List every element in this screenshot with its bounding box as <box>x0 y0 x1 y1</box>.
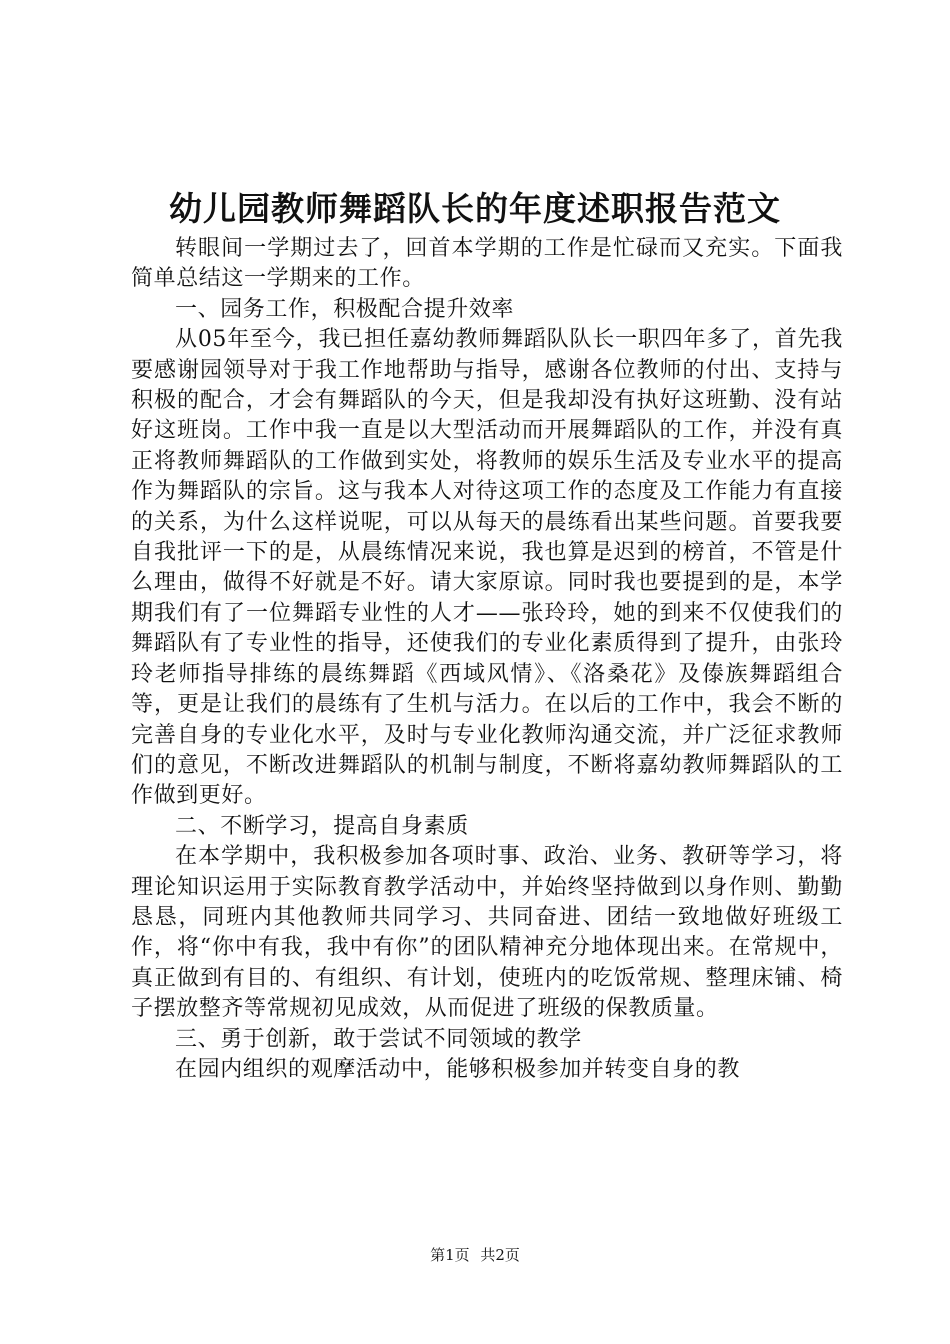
page-footer <box>0 1244 950 1266</box>
section-heading-3: 三、勇于创新，敢于尝试不同领域的教学 <box>175 1026 582 1052</box>
section-2-paragraph: 在本学期中，我积极参加各项时事、政治、业务、教研等学习，将理论知识运用于实际教育教学活动中，并始终坚持做到以身作则、勤勤恳恳，同班内其他教师共同学习、共同奋进、团结一致地做好班级工作，将“你中有我，我中有你”的团队精神充分地体现出来。在常规中，真正做到有目的、有组织、有计划，使班内的吃饭常规、整理床铺、椅子摆放整齐等常规初见成效，从而促进了班级的保教质量。 <box>131 844 843 1022</box>
page-number: 第1页 <box>430 1246 470 1264</box>
section-3-paragraph: 在园内组织的观摩活动中，能够积极参加并转变自身的教 <box>175 1056 741 1082</box>
intro-paragraph: 转眼间一学期过去了，回首本学期的工作是忙碌而又充实。下面我简单总结这一学期来的工作。 <box>131 236 843 292</box>
document-body <box>131 234 843 1085</box>
section-1-paragraph: 从05年至今，我已担任嘉幼教师舞蹈队队长一职四年多了，首先我要感谢园领导对于我工作地帮助与指导，感谢各位教师的付出、支持与积极的配合，才会有舞蹈队的今天，但是我却没有执好这班勤、没有站好这班岗。工作中我一直是以大型活动而开展舞蹈队的工作，并没有真正将教师舞蹈队的工作做到实处，将教师的娱乐生活及专业水平的提高作为舞蹈队的宗旨。这与我本人对待这项工作的态度及工作能力有直接的关系，为什么这样说呢，可以从每天的晨练看出某些问题。首要我要自我批评一下的是，从晨练情况来说，我也算是迟到的榜首，不管是什么理由，做得不好就是不好。请大家原谅。同时我也要提到的是，本学期我们有了一位舞蹈专业性的人才——张玲玲，她的到来不仅使我们的舞蹈队有了专业性的指导，还使我们的专业化素质得到了提升，由张玲玲老师指导排练的晨练舞蹈《西域风情》、《洛桑花》及傣族舞蹈组合等，更是让我们的晨练有了生机与活力。在以后的工作中，我会不断的完善自身的专业化水平，及时与专业化教师沟通交流，并广泛征求教师们的意见，不断改进舞蹈队的机制与制度，不断将嘉幼教师舞蹈队的工作做到更好。 <box>131 327 843 809</box>
section-heading-2: 二、不断学习，提高自身素质 <box>175 813 469 839</box>
document-title: 幼儿园教师舞蹈队长的年度述职报告范文 <box>169 189 781 228</box>
section-heading-1: 一、园务工作，积极配合提升效率 <box>175 296 515 322</box>
page-total: 共2页 <box>480 1246 520 1264</box>
